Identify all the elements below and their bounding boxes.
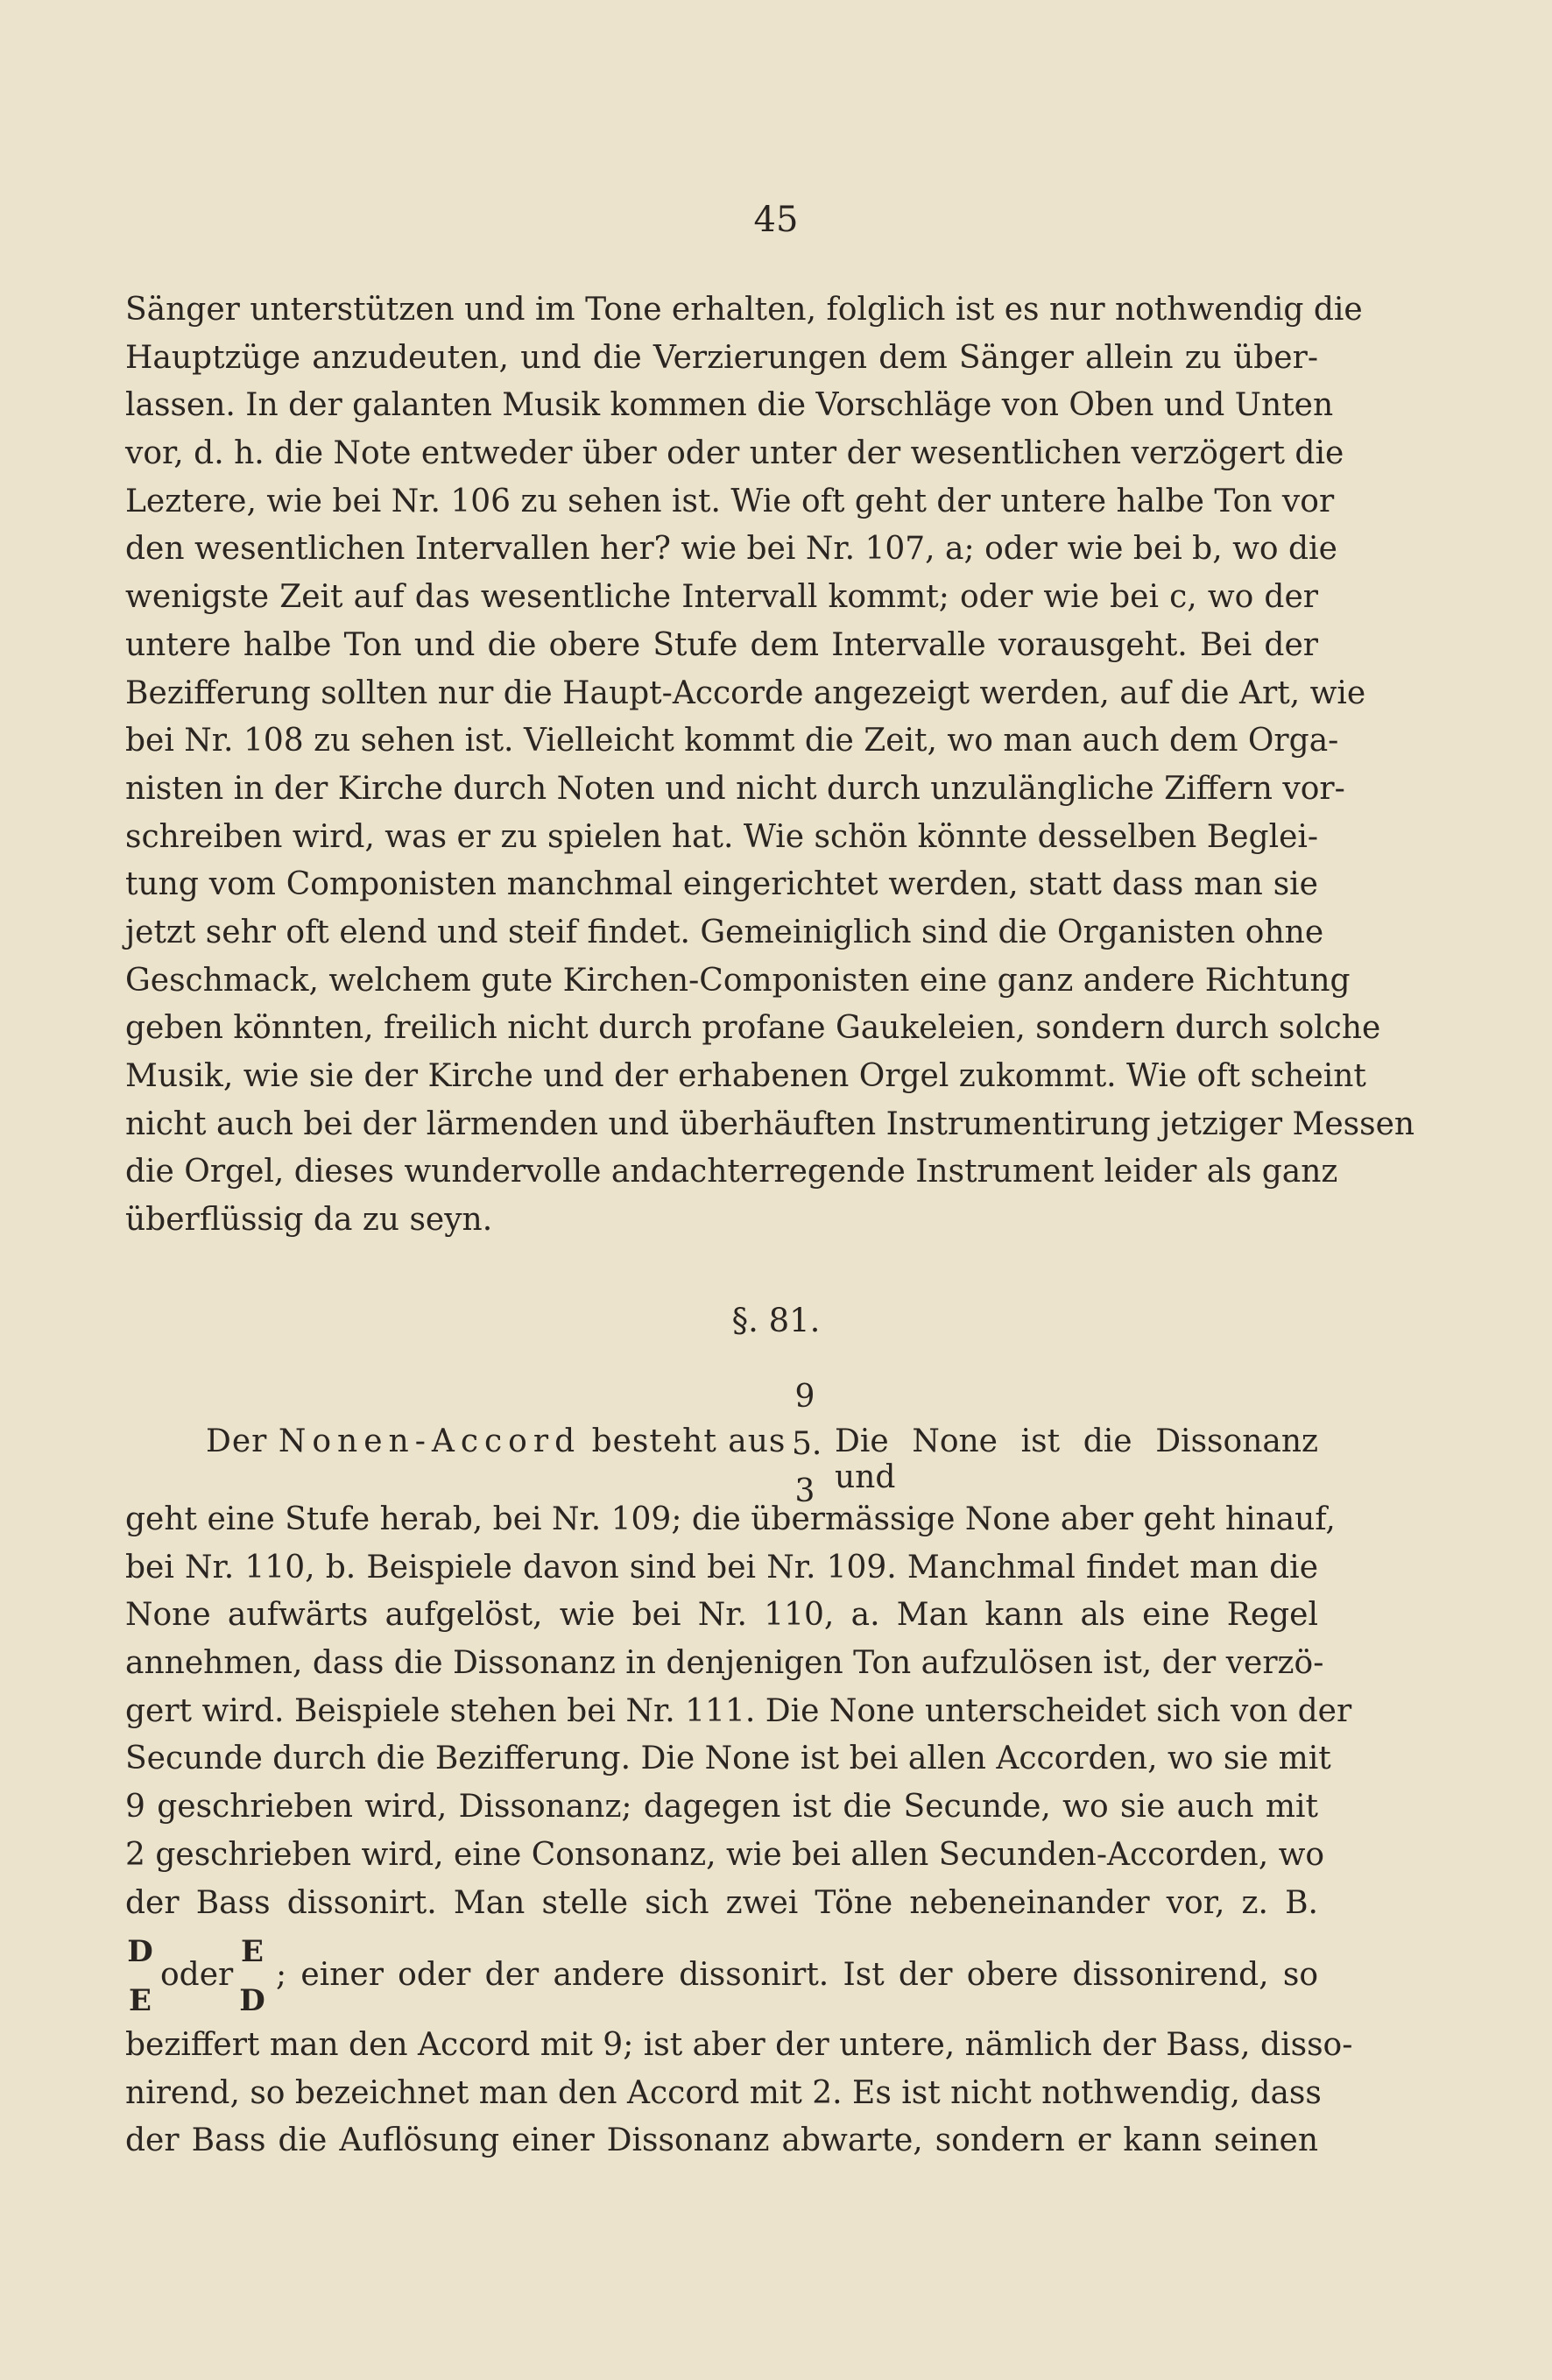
stack-middle: 5. (792, 1426, 822, 1462)
connector-word: oder (160, 1957, 234, 1993)
text-line: None aufwärts aufgelöst, wie bei Nr. 110, a. Man kann als eine Regel (125, 1597, 1318, 1634)
note-upper: E (241, 1934, 264, 1969)
text-line: bei Nr. 110, b. Beispiele davon sind bei Nr. 109. Manchmal findet man die (125, 1549, 1318, 1585)
stack-bottom: 3 (794, 1473, 815, 1509)
figured-bass-stack (792, 1374, 822, 1515)
note-pair-d-over-e (125, 1927, 155, 2025)
text-line: gert wird. Beispiele stehen bei Nr. 111. Die None unterscheidet sich von der (125, 1692, 1352, 1729)
page-number: 45 (753, 200, 799, 240)
text-line: 2 geschrieben wird, eine Consonanz, wie bei allen Secunden-Accorden, wo (125, 1836, 1325, 1873)
paragraph-3 (125, 2022, 1353, 2165)
text-line: Sänger unterstützen und im Tone erhalten, folglich ist es nur nothwendig die (125, 292, 1363, 328)
text-line: Musik, wie sie der Kirche und der erhabenen Orgel zukommt. Wie oft scheint (125, 1058, 1366, 1094)
text-line: Hauptzüge anzudeuten, und die Verzierungen dem Sänger allein zu über- (125, 339, 1318, 376)
text-line: Bezifferung sollten nur die Haupt-Accorde angezeigt werden, auf die Art, wie (125, 674, 1366, 711)
note-upper: D (127, 1934, 153, 1969)
text-line: vor, d. h. die Note entweder über oder unter der wesentlichen verzögert die (125, 435, 1344, 472)
text-line: geben könnten, freilich nicht durch profane Gaukeleien, sondern durch solche (125, 1010, 1381, 1047)
note-lower: E (129, 1983, 152, 2018)
note-pair-line (125, 1927, 1318, 2032)
text-line: den wesentlichen Intervallen her? wie bei Nr. 107, a; oder wie bei b, wo die (125, 531, 1337, 568)
text-line: nirend, so bezeichnet man den Accord mit 2. Es ist nicht nothwendig, dass (125, 2074, 1322, 2111)
paragraph-2 (125, 1496, 1352, 1927)
text-line: geht eine Stufe herab, bei Nr. 109; die übermässige None aber geht hinauf, (125, 1501, 1336, 1537)
text-line: annehmen, dass die Dissonanz in denjenigen Ton aufzulösen ist, der verzö- (125, 1645, 1324, 1682)
nonen-suffix: Die None ist die Dissonanz und (835, 1423, 1318, 1495)
text-line: jetzt sehr oft elend und steif findet. Gemeiniglich sind die Organisten ohne (125, 914, 1324, 950)
text-line: bei Nr. 108 zu sehen ist. Vielleicht kommt die Zeit, wo man auch dem Orga- (125, 723, 1339, 759)
text-line: 9 geschrieben wird, Dissonanz; dagegen ist die Secunde, wo sie auch mit (125, 1789, 1318, 1826)
text-line: die Orgel, dieses wundervolle andachterregende Instrument leider als ganz (125, 1154, 1338, 1190)
nonen-term: Nonen-Accord (278, 1423, 582, 1459)
text-line: tung vom Componisten manchmal eingerichtet werden, statt dass man sie (125, 866, 1318, 903)
nonen-prefix: Der (206, 1423, 268, 1459)
section-heading: §. 81. (731, 1302, 821, 1339)
text-line: wenigste Zeit auf das wesentliche Intervall kommt; oder wie bei c, wo der (125, 579, 1318, 616)
text-line: nisten in der Kirche durch Noten und nicht durch unzulängliche Ziffern vor- (125, 770, 1345, 807)
note-lower: D (239, 1983, 265, 2018)
text-line: der Bass die Auflösung einer Dissonanz abwarte, sondern er kann seinen (125, 2122, 1318, 2159)
nonen-verb: besteht aus (591, 1423, 787, 1459)
nonen-accord-line (125, 1374, 1318, 1514)
nonen-intro (206, 1423, 786, 1459)
text-line: Leztere, wie bei Nr. 106 zu sehen ist. Wie oft geht der untere halbe Ton vor (125, 483, 1335, 519)
text-line: Geschmack, welchem gute Kirchen-Componisten eine ganz andere Richtung (125, 962, 1351, 999)
text-line: überflüssig da zu seyn. (125, 1202, 493, 1239)
text-line: nicht auch bei der lärmenden und überhäuften Instrumentirung jetziger Messen (125, 1105, 1415, 1142)
note-pair-e-over-d (237, 1927, 267, 2025)
text-line: lassen. In der galanten Musik kommen die Vorschläge von Oben und Unten (125, 387, 1334, 424)
note-pair-text: ; einer oder der andere dissonirt. Ist der obere dissonirend, so (276, 1957, 1318, 1993)
text-line: der Bass dissonirt. Man stelle sich zwei Töne nebeneinander vor, z. B. (125, 1884, 1318, 1921)
text-line: beziffert man den Accord mit 9; ist aber der untere, nämlich der Bass, disso- (125, 2027, 1353, 2063)
text-line: schreiben wird, was er zu spielen hat. Wie schön könnte desselben Beglei- (125, 818, 1319, 855)
text-line: untere halbe Ton und die obere Stufe dem Intervalle vorausgeht. Bei der (125, 626, 1318, 663)
paragraph-1 (125, 286, 1415, 1245)
stack-top: 9 (794, 1379, 815, 1415)
text-line: Secunde durch die Bezifferung. Die None ist bei allen Accorden, wo sie mit (125, 1741, 1331, 1777)
